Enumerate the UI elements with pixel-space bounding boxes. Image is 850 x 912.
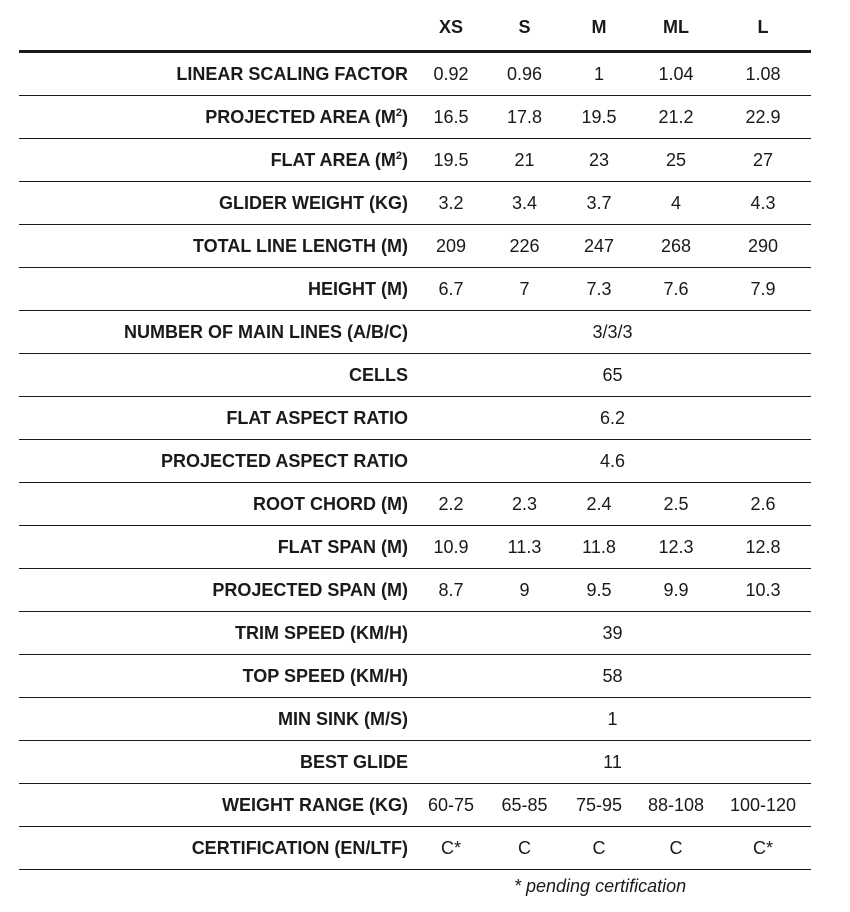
cell-s: 65-85 [501, 794, 548, 815]
table-row [19, 96, 811, 139]
cell-m: 23 [588, 149, 610, 170]
cell-s: 0.96 [506, 63, 543, 84]
table-row [19, 397, 811, 440]
row-label: HEIGHT (M) [308, 278, 408, 299]
cell-xs: 19.5 [433, 149, 469, 170]
row-label-end: ) [402, 106, 408, 127]
size-header-s: S [518, 16, 531, 37]
cell-l: 27 [752, 149, 774, 170]
cell-m: 11.8 [582, 536, 616, 557]
table-row [19, 139, 811, 182]
row-label: MIN SINK (M/S) [278, 708, 408, 729]
cell-ml: 9.9 [663, 579, 689, 600]
cell-xs: 16.5 [433, 106, 469, 127]
cell-xs: C* [440, 837, 461, 858]
cell-all-sizes: 3/3/3 [592, 321, 633, 342]
cell-s: 21 [514, 149, 535, 170]
cell-l: 1.08 [745, 63, 781, 84]
cell-s: C [518, 837, 531, 858]
row-label: ROOT CHORD (M) [253, 493, 408, 514]
cell-l: 290 [747, 235, 779, 256]
table-row [19, 569, 811, 612]
cell-ml: 21.2 [658, 106, 694, 127]
cell-ml: 4 [670, 192, 681, 213]
row-label: TOTAL LINE LENGTH (M) [193, 235, 408, 256]
cell-s: 226 [509, 235, 540, 256]
cell-m: 19.5 [581, 106, 617, 127]
row-label: CELLS [348, 364, 408, 385]
cell-l: 12.8 [745, 536, 781, 557]
row-label [19, 150, 416, 171]
cell-l: 10.3 [745, 579, 781, 600]
cell-l: 100-120 [729, 794, 797, 815]
cell-all-sizes: 11 [603, 751, 622, 772]
table-row [19, 655, 811, 698]
cell-xs: 6.7 [438, 278, 464, 299]
row-label-end: ) [402, 149, 408, 170]
superscript: 2 [395, 149, 402, 162]
cell-all-sizes: 6.2 [599, 407, 626, 428]
cell-ml: 12.3 [658, 536, 694, 557]
cell-all-sizes: 58 [602, 665, 623, 686]
row-label: GLIDER WEIGHT (KG) [219, 192, 408, 213]
cell-xs: 60-75 [427, 794, 475, 815]
cell-ml: 268 [660, 235, 692, 256]
header-spacer [19, 0, 416, 50]
cell-ml: 2.5 [663, 493, 689, 514]
table-row [19, 225, 811, 268]
cell-s: 17.8 [506, 106, 543, 127]
cell-m: 7.3 [586, 278, 612, 299]
row-label: PROJECTED ASPECT RATIO [160, 450, 408, 471]
cell-xs: 8.7 [438, 579, 464, 600]
cell-m: 1 [593, 63, 604, 84]
row-label: WEIGHT RANGE (KG) [222, 794, 408, 815]
cell-xs: 3.2 [438, 192, 464, 213]
row-label: FLAT SPAN (M) [277, 536, 408, 557]
table-row [19, 827, 811, 870]
cell-s: 3.4 [511, 192, 538, 213]
cell-m: 75-95 [575, 794, 623, 815]
cell-all-sizes: 4.6 [599, 450, 626, 471]
table-row [19, 53, 811, 96]
footnote: * pending certification [514, 876, 687, 896]
table-row [19, 698, 811, 741]
cell-xs: 0.92 [433, 63, 469, 84]
superscript: 2 [395, 106, 402, 119]
cell-l: C* [752, 837, 773, 858]
cell-m: 3.7 [586, 192, 612, 213]
table-row [19, 526, 811, 569]
table-row [19, 311, 811, 354]
size-header-ml: ML [663, 16, 689, 37]
cell-s: 11.3 [507, 536, 542, 557]
cell-s: 2.3 [511, 493, 538, 514]
size-header-xs: XS [438, 16, 463, 37]
cell-xs: 209 [435, 235, 467, 256]
table-row [19, 784, 811, 827]
size-header-l: L [757, 16, 769, 37]
size-header-row [19, 0, 811, 53]
cell-all-sizes: 65 [602, 364, 623, 385]
cell-l: 7.9 [750, 278, 776, 299]
table-row [19, 483, 811, 526]
row-label: BEST GLIDE [299, 751, 408, 772]
cell-ml: 25 [665, 149, 687, 170]
table-row [19, 182, 811, 225]
row-label: NUMBER OF MAIN LINES (A/B/C) [124, 321, 408, 342]
cell-ml: 7.6 [663, 278, 689, 299]
row-label: LINEAR SCALING FACTOR [176, 63, 408, 84]
cell-ml: C [669, 837, 683, 858]
cell-xs: 2.2 [438, 493, 464, 514]
cell-l: 4.3 [750, 192, 776, 213]
row-label: TRIM SPEED (KM/H) [235, 622, 408, 643]
table-row [19, 741, 811, 784]
cell-s: 7 [519, 278, 530, 299]
row-label: PROJECTED SPAN (M) [212, 579, 408, 600]
row-label: FLAT ASPECT RATIO [226, 407, 408, 428]
cell-m: C [592, 837, 606, 858]
row-label-text: PROJECTED AREA (M [205, 106, 396, 127]
cell-all-sizes: 39 [602, 622, 623, 643]
cell-m: 2.4 [586, 493, 612, 514]
table-row [19, 612, 811, 655]
cell-m: 9.5 [586, 579, 612, 600]
spec-table [19, 0, 811, 870]
cell-ml: 1.04 [658, 63, 694, 84]
cell-ml: 88-108 [647, 794, 705, 815]
row-label: TOP SPEED (KM/H) [242, 665, 408, 686]
cell-all-sizes: 1 [607, 708, 618, 729]
cell-xs: 10.9 [433, 536, 469, 557]
cell-m: 247 [583, 235, 615, 256]
row-label [19, 107, 416, 128]
size-header-m: M [591, 16, 607, 37]
table-row [19, 440, 811, 483]
table-row [19, 354, 811, 397]
table-row [19, 268, 811, 311]
row-label-text: FLAT AREA (M [270, 149, 396, 170]
cell-l: 2.6 [750, 493, 776, 514]
cell-s: 9 [519, 579, 530, 600]
cell-l: 22.9 [745, 106, 781, 127]
row-label: CERTIFICATION (EN/LTF) [191, 837, 408, 858]
